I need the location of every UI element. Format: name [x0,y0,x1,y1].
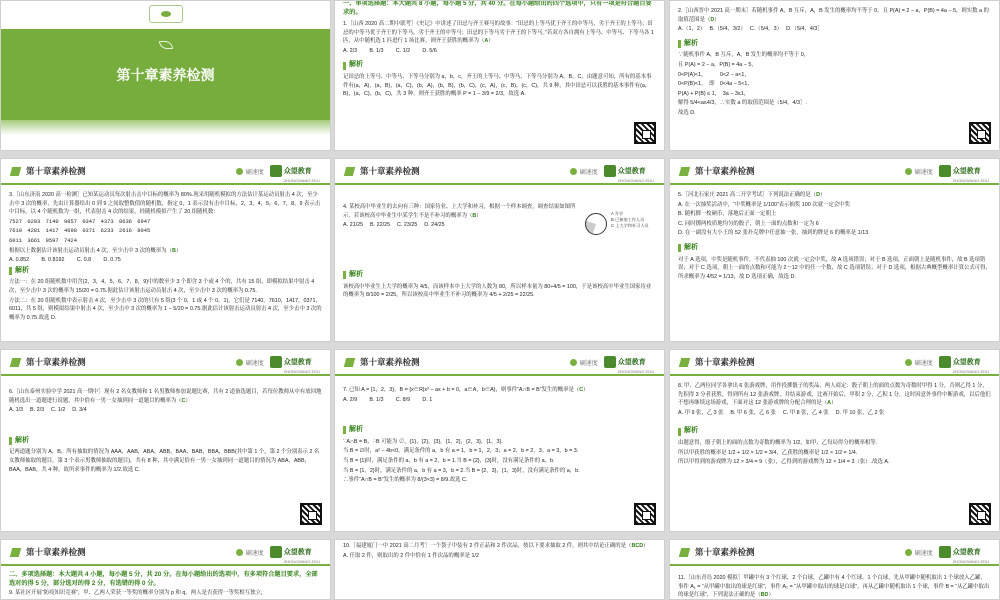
option-b: B. 0.8192 [41,257,65,264]
slide-header [1,350,330,376]
cover-title: 第十章素养检测 [116,67,215,83]
analysis-heading [9,267,322,276]
option-b: B. 2/3 [29,407,45,414]
slide-header [335,350,664,376]
brush-label: 刷速度 [914,360,933,367]
option-b: B.（5/4，3/2） [709,26,744,33]
brush-speed [236,548,264,557]
legend-item: B 已参加工作人员 [611,217,645,222]
option-a: A. 1/3 [9,407,24,414]
brand-logo [270,351,320,374]
clock-icon [236,168,243,175]
option-c: C. 1/2 [395,47,411,54]
question-text: 根据以上数据估计该射击运动员射击 4 次，至少击中 3 次的概率为（ [9,247,172,254]
close-paren: ） [185,397,191,404]
logo-icon [939,356,951,368]
random-numbers-row: 7610 4281 1417 4698 0371 6233 2616 8045 [9,228,151,235]
close-paren: ） [819,192,826,198]
logo-text: 众望教育 [952,358,981,366]
option-c: C. 23/25 [396,222,418,229]
clock-icon [905,549,912,556]
logo-subtext: ZHONGWANG EDU [283,558,320,564]
slide-header [670,350,999,376]
option-b: B. 1/3 [369,47,384,54]
answer-badge: B [472,212,477,219]
analysis-label: 解析 [684,243,698,251]
options-row [343,221,584,230]
option-b: B. 甲 6 张，乙 6 张 [730,409,776,416]
question-3: 3.［山东济南 2020 高一检测］已知某运动员每次射击击中目标的概率为 80%.现采用随机模拟的方法估计某运动员射击 4 次，至少击中 3 次的概率，先由计算器给出 0 到 9 之间取整数值的随机数，指定 0，1 表示没有击中目标，2，3，4，5，6，7，8，9 表示击中目标，以 4 个随机数为一组，代表射击 4 次的结果，经随机模拟产生了 20 组随机数： [9,192,321,216]
analysis-heading [678,40,991,49]
clock-icon [905,359,912,366]
question-text: 6.［山东泰州实验中学 2021 高一期中］现有 2 名女教师和 1 名男教师参加说题比赛，共有 2 道备选题目，若每位教师从中有放回地随机选出一道题进行说题，其中恰有一男一女抽到同一道题目的概率为（ [9,389,322,404]
header-title: 第十章素养检测 [26,166,86,176]
section-title: 二、多项选择题：本大题共 4 小题，每小题 5 分，共 20 分。在每小题给出的选项中，有多项符合题目要求，全部选对的得 5 分，部分选对的得 2 分，有选错的得 0 分。 [9,571,318,587]
option-b: B. 随机掷一枚硬币，落地后正面一定朝上 [678,211,777,218]
brush-label: 刷速度 [914,550,933,557]
slide-q6[interactable] [0,349,331,532]
random-numbers-row: 7527 0293 7140 9857 0347 4373 8636 6947 [9,218,151,225]
slide-q9[interactable] [0,539,331,600]
option-c: C. 甲 8 张，乙 4 张 [782,409,829,416]
close-paren: ） [768,592,774,599]
header-flag-icon [344,358,355,367]
logo-icon [604,165,616,177]
option-d: D.（5/4，4/3］ [786,26,823,33]
logo-icon [939,165,951,177]
slide-q10[interactable] [334,539,665,600]
slide-header [670,159,999,185]
question-11 [678,574,991,600]
question-text: 10.［福建厦门一中 2021 高二月考］一个袋子中装有 2 件正品和 2 件次品，按以下要求抽取 2 件，则其中结论正确的是（ [343,543,632,549]
analysis-line: 解得 5/4<a≤4/3，∴实数 a 的取值范围是（5/4，4/3］. [678,100,807,107]
analysis-bar-icon [678,244,681,252]
analysis-line: ∵随机事件 A，B 互斥，A，B 发生的概率均不等于 0， [678,52,810,59]
cover-wave [1,120,330,135]
legend-item: A 升学 [611,211,624,216]
option-c: C. 1/2 [50,407,66,414]
options-row [9,256,322,265]
option-b: B. 1/3 [369,396,384,403]
answer-badge: A [484,38,489,45]
slide-q8[interactable] [669,349,1000,532]
slide-q4[interactable] [334,158,665,342]
slide-header [1,540,330,566]
logo-text: 众望教育 [617,167,646,175]
question-5 [678,191,991,200]
header-title: 第十章素养检测 [695,166,755,176]
clock-icon [236,359,243,366]
close-paren: ） [488,38,494,45]
analysis-label: 解析 [349,426,363,434]
analysis-line: 且 P(A) = 2 − a，P(B) = 4a − 5， [678,61,757,68]
answer-badge: D [816,192,820,198]
slide-body [9,388,322,475]
question-text: 2.［山西晋中 2021 高一期末］若随机事件 A，B 互斥，A，B 发生的概率均不等于 0，且 P(A) = 2 − a，P(B) = 4a − 5，则实数 a 的取值范围是（ [678,8,989,23]
logo-text: 众望教育 [283,548,312,556]
qr-code-icon[interactable] [969,503,991,525]
analysis-label: 解析 [349,61,363,69]
header-flag-icon [679,167,690,176]
clock-icon [236,549,243,556]
logo-subtext: ZHONGWANG EDU [952,177,989,183]
slide-body [678,574,991,600]
analysis-bar-icon [343,62,346,70]
option-c: C. 同时掷两枚质地均匀的骰子，朝上一面的点数和一定为 6 [678,220,819,227]
option-c: C.（5/4，3） [749,26,780,33]
options-row [678,409,991,418]
brush-label: 刷速度 [245,550,264,557]
option-d: D. 0.75 [103,257,121,264]
clock-icon [905,168,912,175]
analysis-text: 对于 A 选项，中奖是随机事件，不代表抽 100 次就一定会中奖，故 A 选项错误；对于 B 选项，正面朝上是随机事件，故 B 选项错误；对于 C 选项，朝上一面的点数和可能为 2～12 中的任一个数，故 C 选项错误；对于 D 选项，根据古典概型概率计算公式可得，所求概率为 4/52 = 1/13，故 D 选项正确，故选 D. [678,256,991,280]
analysis-heading [678,427,991,436]
analysis-label: 解析 [684,39,698,47]
slide-q1[interactable] [334,0,665,151]
option-a: A.（1，2） [678,26,703,33]
question-7 [343,386,656,395]
slide-body [678,382,991,468]
slide-q2[interactable] [669,0,1000,151]
analysis-bar-icon [678,428,681,436]
logo-text: 众望教育 [952,167,981,175]
header-title: 第十章素养检测 [26,547,86,557]
analysis-line: 方法二：在 20 组随机数中表示射击 4 次，至少击中 3 次的只有 5 组(3 个 0，1 或 4 个 0，1)，它们是 7140，7610，1417，0371，6011，共 5 组，则模拟结果中射击 4 次，至少击中 3 次的概率为 1 − 5/20 = 0.75.据此估计该射击运动员射击 4 次，至少击中 3 次的概率为 0.75.故选 D. [9,297,322,321]
header-flag-icon [344,167,355,176]
answer-badge: C [579,387,584,393]
analysis-block [343,265,656,301]
option-d: D. 24/25 [424,222,445,229]
brush-label: 刷速度 [245,169,264,176]
header-title: 第十章素养检测 [695,357,755,367]
qr-code-icon[interactable] [634,122,656,144]
logo-subtext: ZHONGWANG EDU [617,368,654,374]
analysis-line: 当 B = {1}时，满足条件的 a，b 有 a = 2，b = 1.当 B = {2}，{3}时，没有满足条件的 a，b. [343,457,555,464]
analysis-heading [9,437,322,446]
option-c: C. 0.8 [76,257,92,264]
brush-label: 刷速度 [914,169,933,176]
question-text: 5.［河北石家庄 2021 高二开学考试］下列说法正确的是（ [678,192,817,198]
slide-header [670,540,999,566]
clock-icon [570,359,577,366]
question-8 [678,382,991,408]
brush-speed [236,167,264,176]
question-text: 8. 甲、乙两位同学各拿出 6 张游戏牌，用作投掷骰子的奖品，两人商定：骰子朝上的面的点数为奇数时甲得 1 分，否则乙得 1 分，先积得 3 分者获胜，得到所有 12 张游戏牌，并结束游戏，比赛开始后，甲积 2 分，乙积 1 分，这时因意外事件中断游戏，以后他们不想再继续这场游戏，下面对这 12 张游戏牌的分配合理的是（ [678,383,991,407]
brush-speed [570,358,598,367]
legend-item: C 上大学和补习人员 [611,223,649,228]
logo-icon [270,356,282,368]
question-9: 9. 某社区开展“防疫知识竞赛”，甲、乙两人荣获一等奖的概率分别为 p 和 q，两人是否获得一等奖相互独立， [9,590,267,596]
slide-body [343,203,584,231]
brush-label: 刷速度 [579,169,598,176]
option-a: A. 任取 2 件，则取出的 2 件中恰有 1 件次品的概率是 1/2 [343,552,479,559]
analysis-text: 记田忌的上等马、中等马、下等马分别为 a，b，c，齐王的上等马、中等马、下等马分别为 A，B，C，由题意可知，所有的基本事件有(a，A)，(a，B)，(a，C)，(b，A)，(b，B)，(b，C)，(c，A)，(c，B)，(c，C)，共 9 种，其中田忌可以获胜的基本事件有(a，B)，(a，C)，(b，C)，共 3 种，则齐王获胜的概率 P = 1 − 3/9 = 2/3，故选 A. [343,73,652,98]
logo-text: 众望教育 [617,358,646,366]
analysis-label: 解析 [15,266,29,274]
answer-badge: D [710,16,715,23]
analysis-label: 解析 [684,427,698,435]
close-paren: ） [714,16,720,23]
analysis-heading [343,61,656,70]
analysis-bar-icon [9,267,12,275]
brand-logo [604,351,654,374]
analysis-line: 所以甲获胜的概率是 1/2 + 1/2 × 1/2 = 3/4，乙获胜的概率是 1/2 × 1/2 = 1/4. [678,449,858,456]
question-2 [678,7,991,24]
pie-legend [611,211,649,229]
brush-speed [905,548,933,557]
header-flag-icon [10,358,21,367]
close-paren: ） [175,247,182,254]
option-b: B. 22/25 [369,222,391,229]
option-a: A. 在一次抽奖活动中，“中奖概率是 1/100”表示抽奖 100 次就一定会中奖 [678,201,850,208]
brand-logo [939,160,989,183]
answer-badge: BD [760,592,769,599]
header-title: 第十章素养检测 [26,357,86,367]
analysis-label: 解析 [15,436,29,444]
logo-text: 众望教育 [952,548,981,556]
logo-subtext: ZHONGWANG EDU [617,177,654,183]
analysis-text: 该校高中毕业生上大学的概率为 4/5，而该样本中上大学的人数为 80，所以样本量为 80÷4/5 = 100，于是该校高中毕业生国家待业的概率为 8/100 = 2/25，所以该校高中毕业生不补习的概率为 4/5 + 2/25 = 22/25. [343,283,652,299]
slide-body [343,542,656,561]
analysis-line: P(A) + P(B) ≤ 1， 3a − 3≤1， [678,90,750,97]
answer-badge: BCD [631,543,644,549]
slide-body [9,570,322,599]
analysis-bar-icon [343,426,346,434]
slide-body [343,386,656,486]
option-c: C. 8/9 [395,396,411,403]
question-4 [343,203,584,220]
question-text: 4. 某校高中毕业生的去向有三种：国家待业、上大学和补习，根据一个样本调查，调查结果如图所示，若该校高中毕业生中某学生不是不补习的概率为（ [343,204,576,219]
option-a: A. 2/3 [343,47,358,54]
answer-badge: C [181,397,186,404]
pie-chart-figure [585,213,607,235]
logo-subtext: ZHONGWANG EDU [952,558,989,564]
brand-logo [270,160,320,183]
analysis-line: 由题意得，骰子朝上的面的点数为奇数的概率为 1/2，如甲、乙每局得分的概率相等. [678,439,878,446]
header-flag-icon [679,358,690,367]
question-text: 7. 已知 A = {1，2，3}，B = {x∈R|x² − ax + b = 0，a∈A，b∈A}，则事件“A∩B = B”发生的概率是（ [343,387,580,393]
slide-q3[interactable] [0,158,331,342]
options-row [678,25,991,34]
analysis-heading [343,271,656,280]
logo-icon [270,165,282,177]
close-paren: ） [476,212,482,219]
brush-speed [905,358,933,367]
analysis-line: 故选 D. [678,109,696,116]
question-1 [343,20,656,46]
analysis-line: 当 B = {1，2}时，满足条件的 a，b 有 a = 3，b = 2.当 B = {2，3}，{1，3}时，没有满足条件的 a，b. [343,467,580,474]
option-d: D. 1 [422,396,433,403]
logo-text: 众望教育 [283,358,312,366]
analysis-line: 0<P(A)<1， 0<2 − a<1， [678,71,750,78]
qr-code-icon[interactable] [300,503,322,525]
brand-logo [270,541,320,564]
analysis-line: 0<P(B)<1， 即 0<4a − 5<1， [678,81,753,88]
logo-subtext: ZHONGWANG EDU [283,177,320,183]
header-title: 第十章素养检测 [360,357,420,367]
qr-code-icon[interactable] [634,503,656,525]
section-title: 一、单项选择题：本大题共 8 小题，每小题 5 分，共 40 分。在每小题给出的四个选项中，只有一项是符合题目要求的。 [343,0,652,16]
analysis-bar-icon [343,271,346,279]
header-title: 第十章素养检测 [695,547,755,557]
analysis-line: 当 B = ∅时，a² − 4b<0，满足条件的 a，b 有 a = 1，b = 1，2，3；a = 2，b = 2，3；a = 3，b = 3. [343,448,579,455]
option-d: D. 3/4 [72,407,87,414]
header-flag-icon [10,167,21,176]
slide-body [343,0,656,100]
close-paren: ） [831,400,837,407]
slide-body [678,191,991,282]
logo-icon [270,546,282,558]
analysis-bar-icon [9,437,12,445]
logo-icon [939,546,951,558]
brush-speed [570,167,598,176]
analysis-heading [678,244,991,253]
qr-code-icon[interactable] [969,122,991,144]
question-6 [9,388,322,405]
slide-q5[interactable] [669,158,1000,342]
slide-q7[interactable] [334,349,665,532]
option-a: A. 2/9 [343,396,358,403]
analysis-label: 解析 [349,271,363,278]
answer-badge: A [827,400,832,407]
slide-header [1,159,330,185]
brush-label: 刷速度 [579,360,598,367]
brand-logo [939,351,989,374]
slide-header [335,159,664,185]
close-paren: ） [583,387,589,393]
options-row [343,396,656,405]
header-flag-icon [10,548,21,557]
analysis-line: 所以甲得到的游戏牌为 12 × 3/4 = 9（张），乙得到的游戏牌为 12 × 1/4 = 3（张）.故选 A. [678,459,890,466]
options-row [343,47,656,56]
header-flag-icon [679,548,690,557]
top-emblem-icon [149,5,183,23]
answer-badge: B [171,247,176,254]
question-10 [343,542,656,551]
brush-speed [905,167,933,176]
slide-cover[interactable] [0,0,331,151]
question-text: 1.［山西 2020 高二期中联考］《史记》中讲述了田忌与齐王赛马的故事：“田忌的上等马优于齐王的中等马，劣于齐王的上等马；田忌的中等马优于齐王的下等马，劣于齐王的中等马；田忌的下等马劣于齐王的下等马。”若双方各自拥有上等马、中等马、下等马各 1 匹，从中随机选 1 匹进行 1 场比赛，则齐王获胜的概率为（ [343,21,654,45]
close-paren: ） [643,543,649,549]
logo-icon [604,356,616,368]
brand-logo [604,160,654,183]
options-row [9,406,322,415]
analysis-heading [343,426,656,435]
analysis-bar-icon [678,40,681,48]
random-numbers-row: 6011 3661 9597 7424 [9,237,77,244]
option-a: A. 21/25 [343,222,364,229]
slide-body [9,191,322,323]
question-tail [9,247,322,256]
brand-logo [939,541,989,564]
logo-subtext: ZHONGWANG EDU [283,368,320,374]
brush-label: 刷速度 [245,360,264,367]
option-d: D. 在一副没有大小王的 52 张扑克牌中任意抽一张，抽到的牌是 6 的概率是 1/13 [678,230,869,237]
question-text: 11.［山东青岛 2020 模拟］甲罐中有 3 个红球，2 个白球，乙罐中有 4 个红球，1 个白球，先从甲罐中随机取出 1 个球放入乙罐，事件 A₁ = “从甲罐中取出的球是红球”，事件 A₂ = “从甲罐中取出的球是白球”，再从乙罐中随机取出 1 个球，事件 B = “从乙罐中取出的球是红球”，下列说法正确的是（ [678,575,990,599]
slide-body [678,7,991,119]
clock-icon [570,168,577,175]
option-d: D. 甲 10 张，乙 2 张 [835,409,885,416]
logo-text: 众望教育 [283,167,312,175]
analysis-line: ∴事件“A∩B = B”发生的概率为 8/(3×3) = 8/9.故选 C. [343,477,468,484]
option-a: A. 0.852 [9,257,30,264]
slide-q11[interactable] [669,539,1000,600]
analysis-line: 方法一：在 20 组随机数中用含(2，3，4，5，6，7，8，9)中的数至少 3 个即含 3 个或 4 个的，共有 15 组，即模拟结果中射击 4 次，至少击中 3 次的概率为 15/20 = 0.75.据此估计该射击运动员射击 4 次，至少击中 3 次的概率为 0.75. [9,279,315,294]
header-title: 第十章素养检测 [360,166,420,176]
analysis-line: ∵A∩B = B，∴B 可能为 ∅，{1}，{2}，{3}，{1，2}，{2，3}，{1，3}. [343,438,503,445]
analysis-text: 记两道题分别为 A，B，所有抽取的情况为 AAA，AAB，ABA，ABB，BAA，BAB，BBA，BBB(其中第 1 个，第 2 个分别表示 2 名女教师抽取的题目，第 3 个表示男教师抽取的题目)，共有 8 种，其中满足恰有一男一女抽到同一道题目的情况为 ABA，ABB，BAA，BAB，共 4 种，故所求事件的概率为 1/2.故选 C. [9,449,320,473]
brush-speed [236,358,264,367]
logo-subtext: ZHONGWANG EDU [952,368,989,374]
option-d: D. 5/6 [422,47,437,54]
option-a: A. 甲 9 张，乙 3 张 [678,409,724,416]
